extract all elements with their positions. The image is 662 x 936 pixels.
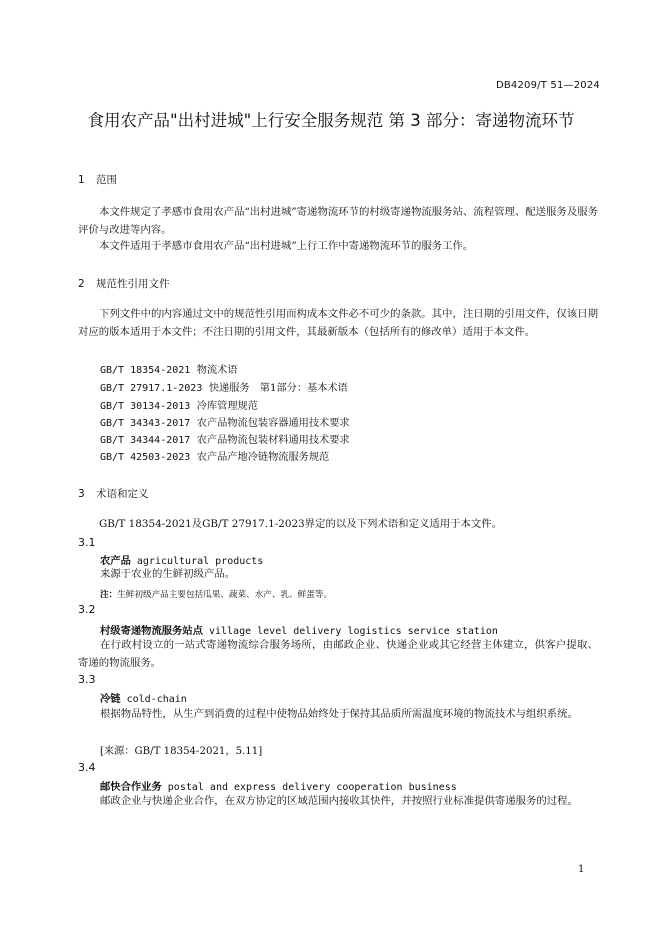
page-number: 1 bbox=[578, 864, 585, 875]
reference-item bbox=[100, 448, 329, 463]
reference-code: GB/T 42503-2023 bbox=[100, 452, 191, 463]
normative-refs-intro: 下列文件中的内容通过文中的规范性引用而构成本文件必不可少的条款。其中，注日期的引用文件，仅该日期对应的版本适用于本文件；不注日期的引用文件，其最新版本（包括所有的修改单）适用于本文件。 bbox=[78, 308, 598, 338]
term-number: 3.3 bbox=[78, 673, 96, 686]
reference-code: GB/T 34343-2017 bbox=[100, 418, 191, 429]
section-number: 2 bbox=[78, 278, 85, 290]
section-number: 3 bbox=[78, 488, 85, 500]
section-heading-normative-refs bbox=[78, 276, 170, 291]
reference-name: 农产品物流包装容器通用技术要求 bbox=[196, 418, 350, 429]
term-zh: 农产品 bbox=[100, 555, 131, 567]
terms-intro: GB/T 18354-2021及GB/T 27917.1-2023界定的以及下列术语和定义适用于本文件。 bbox=[99, 518, 503, 530]
reference-code: GB/T 27917.1-2023 bbox=[100, 383, 203, 394]
term-definition: 根据物品特性，从生产到消费的过程中使物品始终处于保持其品质所需温度环境的物流技术与组织系统。 bbox=[100, 708, 578, 720]
note-text: 生鲜初级产品主要包括瓜果、蔬菜、水产、乳、鲜蛋等。 bbox=[117, 590, 333, 600]
document-title: 食用农产品"出村进城"上行安全服务规范 第 3 部分：寄递物流环节 bbox=[87, 111, 575, 130]
reference-item bbox=[100, 431, 350, 446]
term-en: postal and express delivery cooperation business bbox=[167, 782, 457, 793]
section-title: 规范性引用文件 bbox=[96, 278, 170, 290]
reference-name: 物流术语 bbox=[196, 365, 238, 376]
reference-item bbox=[100, 361, 238, 376]
scope-paragraph-1: 本文件规定了孝感市食用农产品“出村进城”寄递物流环节的村级寄递物流服务站、流程管理、配送服务及服务评价与改进等内容。 bbox=[78, 206, 598, 236]
document-code: DB4209/T 51—2024 bbox=[495, 80, 600, 91]
term-heading bbox=[100, 778, 457, 793]
reference-name: 农产品物流包装材料通用技术要求 bbox=[196, 435, 350, 446]
reference-code: GB/T 30134-2013 bbox=[100, 401, 191, 412]
term-definition: 邮政企业与快递企业合作，在双方协定的区域范围内接收其快件，并按照行业标准提供寄递服务的过程。 bbox=[100, 795, 578, 807]
reference-item bbox=[100, 379, 348, 394]
term-definition: 来源于农业的生鲜初级产品。 bbox=[100, 568, 236, 580]
term-heading bbox=[100, 622, 498, 637]
term-en: cold-chain bbox=[126, 694, 187, 705]
section-heading-scope bbox=[78, 172, 117, 187]
term-number: 3.2 bbox=[78, 603, 96, 616]
reference-name: 冷库管理规范 bbox=[196, 401, 258, 412]
reference-name: 农产品产地冷链物流服务规范 bbox=[196, 452, 330, 463]
term-en: agricultural products bbox=[136, 556, 264, 567]
section-title: 术语和定义 bbox=[96, 488, 149, 500]
term-number: 3.1 bbox=[78, 536, 96, 549]
term-heading bbox=[100, 690, 187, 705]
reference-code: GB/T 34344-2017 bbox=[100, 435, 191, 446]
reference-item bbox=[100, 414, 350, 429]
term-note bbox=[100, 588, 332, 600]
term-definition: 在行政村设立的一站式寄递物流综合服务场所，由邮政企业、快递企业或其它经营主体建立，供客户提取、寄递的物流服务。 bbox=[78, 639, 598, 669]
reference-code: GB/T 18354-2021 bbox=[100, 365, 191, 376]
term-zh: 冷链 bbox=[100, 693, 121, 705]
section-number: 1 bbox=[78, 174, 85, 186]
term-source: [来源：GB/T 18354-2021，5.11] bbox=[100, 746, 263, 757]
section-heading-terms bbox=[78, 486, 149, 501]
term-zh: 邮快合作业务 bbox=[100, 781, 162, 793]
reference-name: 快递服务 第1部分：基本术语 bbox=[208, 383, 348, 394]
term-heading bbox=[100, 552, 263, 567]
term-number: 3.4 bbox=[78, 761, 96, 774]
reference-item bbox=[100, 397, 258, 412]
term-zh: 村级寄递物流服务站点 bbox=[100, 625, 203, 637]
section-title: 范围 bbox=[96, 174, 117, 186]
note-label: 注： bbox=[100, 590, 118, 600]
term-en: village level delivery logistics service station bbox=[208, 626, 498, 637]
scope-paragraph-2: 本文件适用于孝感市食用农产品“出村进城”上行工作中寄递物流环节的服务工作。 bbox=[99, 240, 474, 252]
